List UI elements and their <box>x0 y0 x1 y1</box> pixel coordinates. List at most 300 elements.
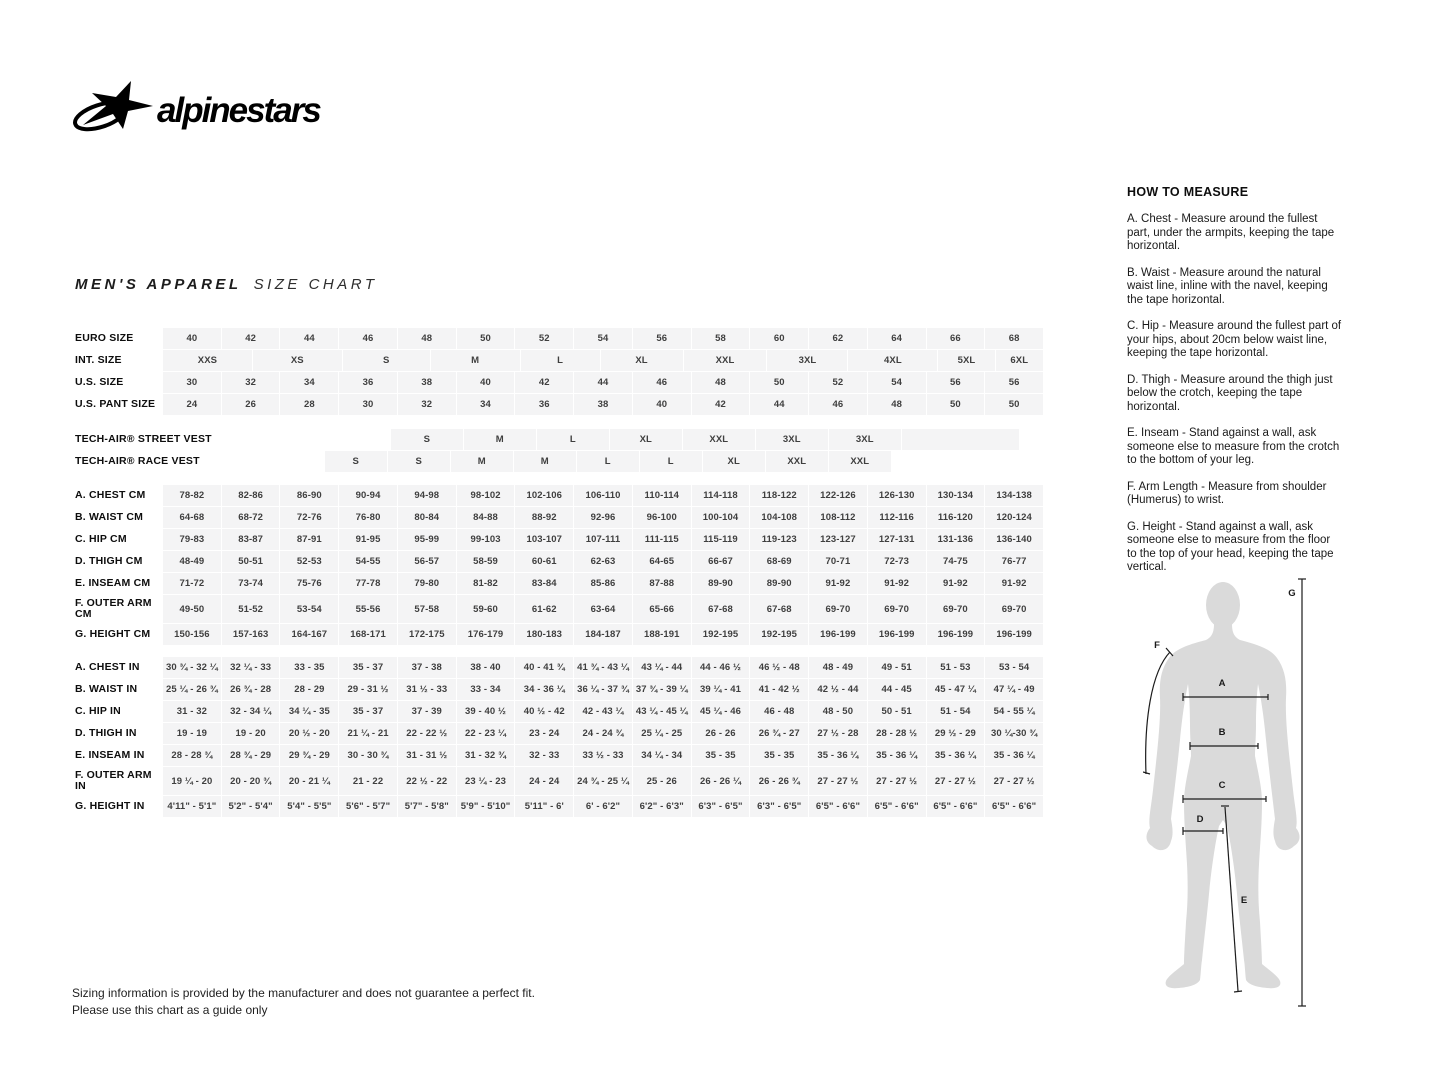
size-cell: 131-136 <box>927 529 985 550</box>
row-cells-waist-cm <box>163 507 1044 528</box>
size-cell: 28 <box>280 394 338 415</box>
size-cell: 69-70 <box>809 595 867 623</box>
size-cell: 4'11" - 5'1" <box>163 796 221 817</box>
size-cell: 45 - 47 ¼ <box>927 679 985 700</box>
size-cell: 25 - 26 <box>633 767 691 795</box>
size-row-thigh-in <box>75 723 1044 744</box>
size-cell: 35 - 36 ¼ <box>985 745 1043 766</box>
size-cell: 81-82 <box>457 573 515 594</box>
size-cell: 48 <box>868 394 926 415</box>
size-cell: M <box>451 451 513 472</box>
body-measurement-figure <box>1143 572 1315 1020</box>
size-cell: 56 <box>927 372 985 393</box>
size-cell: M <box>431 350 520 371</box>
size-cell: 87-88 <box>633 573 691 594</box>
figure-label-hip: C <box>1218 780 1226 791</box>
size-cell: 68 <box>985 328 1043 349</box>
size-cell: 37 ¾ - 39 ¼ <box>633 679 691 700</box>
size-cell: 5'9" - 5'10" <box>457 796 515 817</box>
size-cell: 157-163 <box>222 624 280 645</box>
size-cell: 32 - 34 ¼ <box>222 701 280 722</box>
size-cell: 39 - 40 ½ <box>457 701 515 722</box>
size-cell: 29 - 31 ½ <box>339 679 397 700</box>
size-cell: 5XL <box>938 350 994 371</box>
size-cell: L <box>521 350 600 371</box>
size-cell: 46 ½ - 48 <box>750 657 808 678</box>
size-cell: 51-52 <box>222 595 280 623</box>
size-cell: 28 - 28 ½ <box>868 723 926 744</box>
size-cell: 62-63 <box>574 551 632 572</box>
size-cell: 58 <box>692 328 750 349</box>
size-cell: 28 ¾ - 29 <box>222 745 280 766</box>
row-label-inseam-cm: E. INSEAM CM <box>75 573 163 594</box>
size-cell: 72-73 <box>868 551 926 572</box>
how-to-measure-item-c: C. Hip - Measure around the fullest part of your hips, about 20cm below waist line, keeping the tape horizontal. <box>1127 320 1342 359</box>
size-cell: 85-86 <box>574 573 632 594</box>
row-label-us-size: U.S. SIZE <box>75 372 163 393</box>
size-cell: 19 - 20 <box>222 723 280 744</box>
size-row-int-size <box>75 350 1044 371</box>
size-cell: 91-92 <box>927 573 985 594</box>
row-label-chest-in: A. CHEST IN <box>75 657 163 678</box>
size-cell: 48 <box>398 328 456 349</box>
size-cell: 35 - 37 <box>339 657 397 678</box>
size-cell: 48 - 49 <box>809 657 867 678</box>
size-cell: 91-92 <box>868 573 926 594</box>
size-cell: 34 ¼ - 34 <box>633 745 691 766</box>
size-cell: S <box>388 451 450 472</box>
size-cell: 78-82 <box>163 485 221 506</box>
size-cell: 106-110 <box>574 485 632 506</box>
size-cell: 35 - 37 <box>339 701 397 722</box>
size-cell: 31 ½ - 33 <box>398 679 456 700</box>
size-cell: 33 - 35 <box>280 657 338 678</box>
size-cell: 53 - 54 <box>985 657 1043 678</box>
size-cell: 21 - 22 <box>339 767 397 795</box>
size-cell: 28 - 28 ¾ <box>163 745 221 766</box>
size-cell: 43 ¼ - 45 ¼ <box>633 701 691 722</box>
size-cell: 6'5" - 6'6" <box>985 796 1043 817</box>
figure-label-inseam: E <box>1240 895 1248 906</box>
size-cell: 89-90 <box>692 573 750 594</box>
size-cell: 76-77 <box>985 551 1043 572</box>
size-cell: 84-88 <box>457 507 515 528</box>
size-cell: 51 - 53 <box>927 657 985 678</box>
size-cell: XXL <box>766 451 828 472</box>
size-cell: 110-114 <box>633 485 691 506</box>
page-title-main: MEN'S APPAREL <box>75 276 242 293</box>
size-cell: 34 <box>280 372 338 393</box>
size-cell: 38 - 40 <box>457 657 515 678</box>
size-cell: 56 <box>633 328 691 349</box>
size-cell: 40 <box>163 328 221 349</box>
how-to-measure-item-g: G. Height - Stand against a wall, ask someone else to measure from the floor to the top of your head, keeping the tape vertical. <box>1127 520 1334 573</box>
size-cell: 46 - 48 <box>750 701 808 722</box>
row-cells-us-pant-size <box>163 394 1044 415</box>
size-cell: 6' - 6'2" <box>574 796 632 817</box>
size-cell: 4XL <box>848 350 937 371</box>
size-cell: 35 - 36 ¼ <box>927 745 985 766</box>
size-cell: 69-70 <box>868 595 926 623</box>
how-to-measure-heading: HOW TO MEASURE <box>1127 185 1249 199</box>
size-cell: 79-83 <box>163 529 221 550</box>
size-cell: 31 - 31 ½ <box>398 745 456 766</box>
size-cell: 24 <box>163 394 221 415</box>
size-cell: 82-86 <box>222 485 280 506</box>
size-cell: 33 - 34 <box>457 679 515 700</box>
size-cell: 69-70 <box>927 595 985 623</box>
size-cell: XS <box>253 350 342 371</box>
size-cell: 30 <box>339 394 397 415</box>
size-cell: 25 ¼ - 26 ¾ <box>163 679 221 700</box>
size-cell: 30 ¾ - 32 ¼ <box>163 657 221 678</box>
size-cell: 196-199 <box>927 624 985 645</box>
row-cells-height-in <box>163 796 1044 817</box>
size-cell: 24 - 24 <box>515 767 573 795</box>
how-to-measure-item-b: B. Waist - Measure around the natural waist line, inline with the navel, keeping the tape horizontal. <box>1127 266 1328 306</box>
size-cell: 91-92 <box>809 573 867 594</box>
size-cell: 49 - 51 <box>868 657 926 678</box>
size-cell: 40 ½ - 42 <box>515 701 573 722</box>
size-cell: L <box>577 451 639 472</box>
size-cell: 36 <box>515 394 573 415</box>
size-cell: 35 - 35 <box>692 745 750 766</box>
size-cell: 57-58 <box>398 595 456 623</box>
size-cell: 19 ¼ - 20 <box>163 767 221 795</box>
size-row-inseam-in <box>75 745 1044 766</box>
size-cell: 32 <box>398 394 456 415</box>
size-cell: 75-76 <box>280 573 338 594</box>
figure-label-arm: F <box>1154 640 1160 651</box>
size-cell: 30 - 30 ¾ <box>339 745 397 766</box>
size-cell: 61-62 <box>515 595 573 623</box>
row-cells-outer-arm-in <box>163 767 1044 795</box>
row-cells-euro-size <box>163 328 1044 349</box>
size-cell: 43 ¼ - 44 <box>633 657 691 678</box>
size-cell: S <box>343 350 430 371</box>
size-cell: 34 <box>457 394 515 415</box>
row-cells-chest-in <box>163 657 1044 678</box>
size-cell: 6'5" - 6'6" <box>868 796 926 817</box>
size-cell: 33 ½ - 33 <box>574 745 632 766</box>
size-cell: 48 - 50 <box>809 701 867 722</box>
size-cell: 51 - 54 <box>927 701 985 722</box>
size-cell: 3XL <box>756 429 828 450</box>
size-cell: 29 ¾ - 29 <box>280 745 338 766</box>
size-cell: 136-140 <box>985 529 1043 550</box>
row-label-hip-cm: C. HIP CM <box>75 529 163 550</box>
size-cell: 92-96 <box>574 507 632 528</box>
size-cell: 26 - 26 ¼ <box>692 767 750 795</box>
size-cell: 83-84 <box>515 573 573 594</box>
size-cell: 31 - 32 ¾ <box>457 745 515 766</box>
size-row-chest-cm <box>75 485 1044 506</box>
size-cell: 26 <box>222 394 280 415</box>
size-cell: 32 <box>222 372 280 393</box>
size-cell: 40 - 41 ¾ <box>515 657 573 678</box>
size-cell: 31 - 32 <box>163 701 221 722</box>
size-cell: 23 - 24 <box>515 723 573 744</box>
row-label-euro-size: EURO SIZE <box>75 328 163 349</box>
size-cell: 38 <box>574 394 632 415</box>
row-cells-thigh-in <box>163 723 1044 744</box>
size-cell: 73-74 <box>222 573 280 594</box>
size-cell: 196-199 <box>868 624 926 645</box>
size-cell: 91-92 <box>985 573 1043 594</box>
size-cell <box>200 451 324 472</box>
size-cell: 34 - 36 ¼ <box>515 679 573 700</box>
size-cell: 89-90 <box>750 573 808 594</box>
size-cell: 26 ¾ - 28 <box>222 679 280 700</box>
size-cell: 26 ¾ - 27 <box>750 723 808 744</box>
size-cell: 60 <box>750 328 808 349</box>
size-cell: 180-183 <box>515 624 573 645</box>
row-cells-inseam-in <box>163 745 1044 766</box>
row-label-hip-in: C. HIP IN <box>75 701 163 722</box>
size-cell: 41 - 42 ½ <box>750 679 808 700</box>
size-cell: 50 <box>457 328 515 349</box>
size-cell: 71-72 <box>163 573 221 594</box>
size-cell: 63-64 <box>574 595 632 623</box>
size-cell: 6'5" - 6'6" <box>927 796 985 817</box>
size-cell: 22 ½ - 22 <box>398 767 456 795</box>
size-cell: 65-66 <box>633 595 691 623</box>
row-cells-thigh-cm <box>163 551 1044 572</box>
row-label-chest-cm: A. CHEST CM <box>75 485 163 506</box>
size-cell: 42 ½ - 44 <box>809 679 867 700</box>
size-cell: XXS <box>163 350 252 371</box>
size-cell: 66-67 <box>692 551 750 572</box>
size-cell: 99-103 <box>457 529 515 550</box>
size-cell: 120-124 <box>985 507 1043 528</box>
size-table <box>75 328 1044 818</box>
row-label-outer-arm-in: F. OUTER ARM IN <box>75 767 163 795</box>
row-cells-tech-air-race-vest <box>200 451 1044 472</box>
size-cell: 6XL <box>996 350 1043 371</box>
row-label-height-cm: G. HEIGHT CM <box>75 624 163 645</box>
size-cell: 48 <box>692 372 750 393</box>
size-cell: 74-75 <box>927 551 985 572</box>
size-cell: 5'6" - 5'7" <box>339 796 397 817</box>
size-cell <box>1020 429 1043 450</box>
size-cell: 28 - 29 <box>280 679 338 700</box>
alpinestars-logo <box>73 80 333 136</box>
size-cell: 54 <box>574 328 632 349</box>
size-cell: XXL <box>829 451 891 472</box>
size-cell: 6'2" - 6'3" <box>633 796 691 817</box>
row-cells-waist-in <box>163 679 1044 700</box>
size-cell: 41 ¾ - 43 ¼ <box>574 657 632 678</box>
size-cell: 172-175 <box>398 624 456 645</box>
how-to-measure-item-a: A. Chest - Measure around the fullest part, under the armpits, keeping the tape horizontal. <box>1127 213 1335 252</box>
how-to-measure-item-e: E. Inseam - Stand against a wall, ask someone else to measure from the crotch to the bottom of your leg. <box>1127 427 1340 466</box>
size-row-hip-in <box>75 701 1044 722</box>
size-cell: 24 ¾ - 25 ¼ <box>574 767 632 795</box>
row-label-tech-air-street-vest: TECH-AIR® STREET VEST <box>75 429 212 450</box>
size-cell: 114-118 <box>692 485 750 506</box>
size-cell: 3XL <box>829 429 901 450</box>
size-cell: 126-130 <box>868 485 926 506</box>
size-cell: 42 <box>515 372 573 393</box>
size-row-us-pant-size <box>75 394 1044 415</box>
size-row-height-cm <box>75 624 1044 645</box>
size-row-height-in <box>75 796 1044 817</box>
size-cell: 96-100 <box>633 507 691 528</box>
page-title <box>75 276 377 293</box>
size-cell: 39 ¼ - 41 <box>692 679 750 700</box>
size-cell: 72-76 <box>280 507 338 528</box>
size-cell: 49-50 <box>163 595 221 623</box>
size-row-chest-in <box>75 657 1044 678</box>
size-row-waist-in <box>75 679 1044 700</box>
size-cell: S <box>391 429 463 450</box>
size-cell: 30 ¼-30 ¾ <box>985 723 1043 744</box>
size-cell: 6'3" - 6'5" <box>692 796 750 817</box>
size-cell: 50 <box>927 394 985 415</box>
row-label-int-size: INT. SIZE <box>75 350 163 371</box>
size-row-us-size <box>75 372 1044 393</box>
size-cell: 122-126 <box>809 485 867 506</box>
size-cell <box>212 429 390 450</box>
size-cell: 70-71 <box>809 551 867 572</box>
size-cell: M <box>514 451 576 472</box>
size-cell: 100-104 <box>692 507 750 528</box>
size-row-waist-cm <box>75 507 1044 528</box>
size-cell: 37 - 39 <box>398 701 456 722</box>
size-cell: 77-78 <box>339 573 397 594</box>
row-cells-inseam-cm <box>163 573 1044 594</box>
size-row-hip-cm <box>75 529 1044 550</box>
size-cell: 119-123 <box>750 529 808 550</box>
size-cell: 108-112 <box>809 507 867 528</box>
row-label-us-pant-size: U.S. PANT SIZE <box>75 394 163 415</box>
size-cell: 83-87 <box>222 529 280 550</box>
logo-wordmark: alpinestars <box>157 91 320 130</box>
row-label-outer-arm-cm: F. OUTER ARM CM <box>75 595 163 623</box>
size-cell: XL <box>601 350 683 371</box>
size-cell: 54 <box>868 372 926 393</box>
size-cell: 34 ¼ - 35 <box>280 701 338 722</box>
size-cell: 64-68 <box>163 507 221 528</box>
size-row-outer-arm-in <box>75 767 1044 795</box>
size-cell: 56 <box>985 372 1043 393</box>
size-cell: XXL <box>684 350 767 371</box>
size-cell: 42 <box>692 394 750 415</box>
size-cell: 36 <box>339 372 397 393</box>
size-cell: 54-55 <box>339 551 397 572</box>
size-cell: 68-69 <box>750 551 808 572</box>
size-cell: 44 <box>574 372 632 393</box>
size-cell: 42 <box>222 328 280 349</box>
size-cell: 32 - 33 <box>515 745 573 766</box>
size-cell: 48-49 <box>163 551 221 572</box>
size-cell: 66 <box>927 328 985 349</box>
size-cell: 19 - 19 <box>163 723 221 744</box>
size-row-tech-air-street-vest <box>75 429 1044 450</box>
size-cell: 52-53 <box>280 551 338 572</box>
how-to-measure-panel <box>1127 185 1342 588</box>
size-cell: 50-51 <box>222 551 280 572</box>
size-cell: 25 ¼ - 25 <box>633 723 691 744</box>
size-cell: 64 <box>868 328 926 349</box>
size-cell: 192-195 <box>692 624 750 645</box>
size-cell: 196-199 <box>809 624 867 645</box>
size-cell: 36 ¼ - 37 ¾ <box>574 679 632 700</box>
size-cell: 192-195 <box>750 624 808 645</box>
size-cell: 111-115 <box>633 529 691 550</box>
row-label-height-in: G. HEIGHT IN <box>75 796 163 817</box>
size-cell: 3XL <box>767 350 847 371</box>
how-to-measure-item-f: F. Arm Length - Measure from shoulder (Humerus) to wrist. <box>1127 480 1327 506</box>
size-cell: 94-98 <box>398 485 456 506</box>
size-cell: 67-68 <box>692 595 750 623</box>
size-cell: 102-106 <box>515 485 573 506</box>
size-cell: 196-199 <box>985 624 1043 645</box>
size-cell: 22 - 23 ¼ <box>457 723 515 744</box>
row-cells-hip-in <box>163 701 1044 722</box>
size-cell: 44 - 45 <box>868 679 926 700</box>
size-cell: 76-80 <box>339 507 397 528</box>
size-cell: 6'3" - 6'5" <box>750 796 808 817</box>
size-cell: 44 <box>280 328 338 349</box>
row-label-thigh-cm: D. THIGH CM <box>75 551 163 572</box>
row-label-thigh-in: D. THIGH IN <box>75 723 163 744</box>
footer-line-1: Sizing information is provided by the manufacturer and does not guarantee a perfect fit. <box>72 986 535 1000</box>
size-cell: 127-131 <box>868 529 926 550</box>
size-cell: 104-108 <box>750 507 808 528</box>
size-cell: 88-92 <box>515 507 573 528</box>
size-cell: 188-191 <box>633 624 691 645</box>
size-cell: 20 - 21 ¼ <box>280 767 338 795</box>
size-cell: 69-70 <box>985 595 1043 623</box>
size-cell: 80-84 <box>398 507 456 528</box>
size-cell: 123-127 <box>809 529 867 550</box>
size-cell: 26 - 26 ¾ <box>750 767 808 795</box>
size-cell: 5'4" - 5'5" <box>280 796 338 817</box>
size-cell: 26 - 26 <box>692 723 750 744</box>
size-cell: 164-167 <box>280 624 338 645</box>
size-cell: 118-122 <box>750 485 808 506</box>
size-cell: 24 - 24 ¾ <box>574 723 632 744</box>
size-cell <box>902 429 1019 450</box>
size-cell: 44 <box>750 394 808 415</box>
size-cell: 40 <box>457 372 515 393</box>
size-cell: 56-57 <box>398 551 456 572</box>
size-cell: 95-99 <box>398 529 456 550</box>
size-cell: 27 - 27 ½ <box>809 767 867 795</box>
size-cell: 46 <box>339 328 397 349</box>
footer-note <box>72 985 535 1019</box>
size-cell: 22 - 22 ½ <box>398 723 456 744</box>
size-cell: 52 <box>515 328 573 349</box>
size-cell: 27 - 27 ½ <box>985 767 1043 795</box>
size-cell: L <box>640 451 702 472</box>
astar-icon <box>73 81 153 134</box>
size-cell: 134-138 <box>985 485 1043 506</box>
size-cell: 20 - 20 ¾ <box>222 767 280 795</box>
size-cell: 6'5" - 6'6" <box>809 796 867 817</box>
size-cell: 176-179 <box>457 624 515 645</box>
how-to-measure-item-d: D. Thigh - Measure around the thigh just below the crotch, keeping the tape horizontal. <box>1127 373 1333 413</box>
size-cell: 38 <box>398 372 456 393</box>
row-cells-us-size <box>163 372 1044 393</box>
size-cell: XL <box>610 429 682 450</box>
size-cell: 27 - 27 ½ <box>927 767 985 795</box>
size-cell: 47 ¼ - 49 <box>985 679 1043 700</box>
size-cell: 54 - 55 ¼ <box>985 701 1043 722</box>
size-cell: 29 ½ - 29 <box>927 723 985 744</box>
size-cell: 64-65 <box>633 551 691 572</box>
